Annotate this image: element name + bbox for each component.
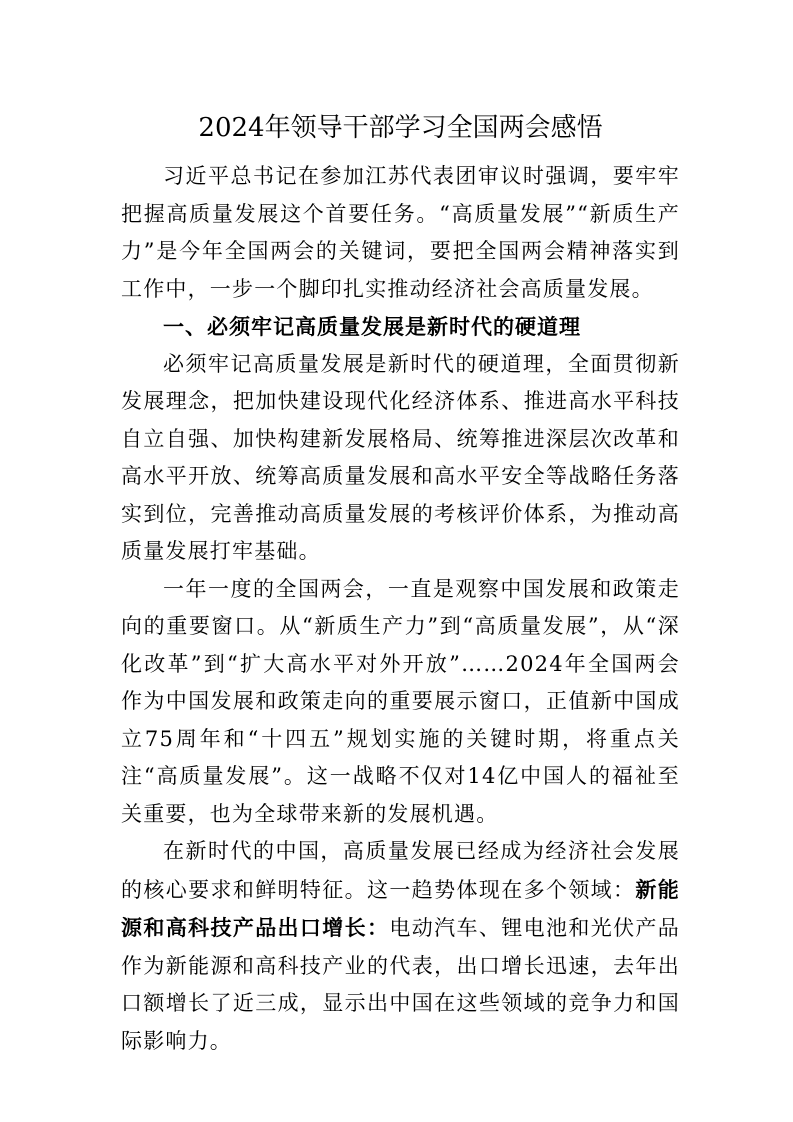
paragraph-new-era-bold: 新能源和高科技产品出口增长： bbox=[121, 876, 680, 940]
paragraph-two-sessions: 一年一度的全国两会，一直是观察中国发展和政策走向的重要窗口。从“新质生产力”到“高质量发展”，从“深化改革”到“扩大高水平对外开放”……2024年全国两会作为中国发展和政策走向的重要展示窗口，正值新中国成立75周年和“十四五”规划实施的关键时期，将重点关注“高质量发展”。这一战略不仅对14亿中国人的福祉至关重要，也为全球带来新的发展机遇。 bbox=[121, 576, 680, 826]
document-title: 2024年领导干部学习全国两会感悟 bbox=[198, 113, 603, 143]
paragraph-intro: 习近平总书记在参加江苏代表团审议时强调，要牢牢把握高质量发展这个首要任务。“高质量发展”“新质生产力”是今年全国两会的关键词，要把全国两会精神落实到工作中，一步一个脚印扎实推动经济社会高质量发展。 bbox=[121, 164, 680, 301]
section-heading-1: 一、必须牢记高质量发展是新时代的硬道理 bbox=[163, 314, 581, 339]
paragraph-section1-body: 必须牢记高质量发展是新时代的硬道理，全面贯彻新发展理念，把加快建设现代化经济体系、推进高水平科技自立自强、加快构建新发展格局、统筹推进深层次改革和高水平开放、统筹高质量发展和高水平安全等战略任务落实到位，完善推动高质量发展的考核评价体系，为推动高质量发展打牢基础。 bbox=[121, 351, 680, 563]
paragraph-new-era bbox=[121, 833, 680, 1060]
paragraph-new-era-tail: 电动汽车、锂电池和光伏产品作为新能源和高科技产业的代表，出口增长迅速，去年出口额增长了近三成，显示出中国在这些领域的竞争力和国际影响力。 bbox=[121, 916, 680, 1053]
paragraph-new-era-lead: 在新时代的中国，高质量发展已经成为经济社会发展的核心要求和鲜明特征。这一趋势体现在多个领域： bbox=[121, 839, 680, 902]
